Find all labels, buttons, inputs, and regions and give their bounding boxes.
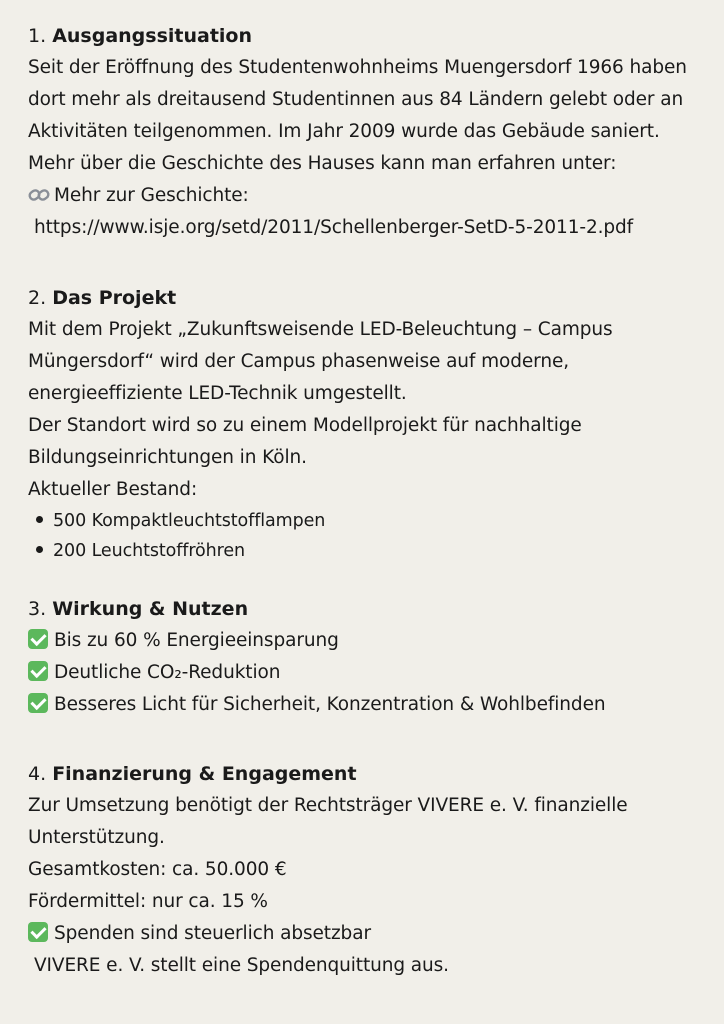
benefit-item [28, 657, 708, 689]
bullet-icon [36, 516, 43, 523]
paragraph-line: Gesamtkosten: ca. 50.000 € [28, 859, 287, 880]
check-icon [28, 922, 48, 942]
section-heading [28, 593, 708, 625]
list-item-text: 500 Kompaktleuchtstofflampen [53, 511, 326, 531]
link-icon [28, 188, 50, 202]
paragraph-line: Zur Umsetzung benötigt der Rechtsträger VIVERE e. V. finanzielle [28, 795, 628, 816]
section-heading [28, 282, 708, 314]
history-link-label [28, 180, 708, 212]
paragraph-line: Mit dem Projekt „Zukunftsweisende LED-Beleuchtung – Campus [28, 319, 613, 340]
section-das-projekt [28, 282, 708, 566]
section-number: 3. [28, 598, 47, 620]
check-icon [28, 661, 48, 681]
benefit-text: Bis zu 60 % Energieeinsparung [54, 630, 339, 651]
section-title: Ausgangssituation [52, 25, 253, 47]
donation-item [28, 918, 708, 950]
section-heading [28, 758, 708, 790]
section-title: Finanzierung & Engagement [52, 763, 357, 785]
paragraph-line: Mehr über die Geschichte des Hauses kann man erfahren unter: [28, 153, 617, 174]
paragraph-line: dort mehr als dreitausend Studentinnen aus 84 Ländern gelebt oder an [28, 89, 684, 110]
paragraph-line: Fördermittel: nur ca. 15 % [28, 891, 268, 912]
section-wirkung-nutzen [28, 593, 708, 721]
benefit-item [28, 625, 708, 657]
list-item [28, 536, 708, 566]
check-icon [28, 693, 48, 713]
paragraph-line: Seit der Eröffnung des Studentenwohnheims Muengersdorf 1966 haben [28, 57, 687, 78]
section-finanzierung [28, 758, 708, 982]
check-icon [28, 629, 48, 649]
paragraph-line: Aktivitäten teilgenommen. Im Jahr 2009 wurde das Gebäude saniert. [28, 121, 660, 142]
history-link-url[interactable]: https://www.isje.org/setd/2011/Schellenberger-SetD-5-2011-2.pdf [34, 217, 634, 238]
benefit-text: Besseres Licht für Sicherheit, Konzentration & Wohlbefinden [54, 694, 606, 715]
paragraph-line: energieeffiziente LED-Technik umgestellt. [28, 383, 407, 404]
list-item [28, 506, 708, 536]
section-title: Das Projekt [52, 287, 177, 309]
bullet-icon [36, 546, 43, 553]
section-title: Wirkung & Nutzen [52, 598, 249, 620]
section-heading [28, 20, 708, 52]
paragraph-line: Der Standort wird so zu einem Modellprojekt für nachhaltige [28, 415, 582, 436]
benefit-text: Deutliche CO₂-Reduktion [54, 662, 281, 683]
section-number: 1. [28, 25, 47, 47]
paragraph-line: Bildungseinrichtungen in Köln. [28, 447, 307, 468]
list-item-text: 200 Leuchtstoffröhren [53, 541, 246, 561]
link-label-text: Mehr zur Geschichte: [54, 185, 249, 206]
section-number: 2. [28, 287, 47, 309]
section-number: 4. [28, 763, 47, 785]
paragraph-line: Müngersdorf“ wird der Campus phasenweise auf moderne, [28, 351, 570, 372]
receipt-note: VIVERE e. V. stellt eine Spendenquittung aus. [34, 955, 449, 976]
benefit-item [28, 689, 708, 721]
paragraph-line: Unterstützung. [28, 827, 165, 848]
donation-text: Spenden sind steuerlich absetzbar [54, 923, 371, 944]
section-ausgangssituation [28, 20, 708, 244]
paragraph-line: Aktueller Bestand: [28, 479, 198, 500]
